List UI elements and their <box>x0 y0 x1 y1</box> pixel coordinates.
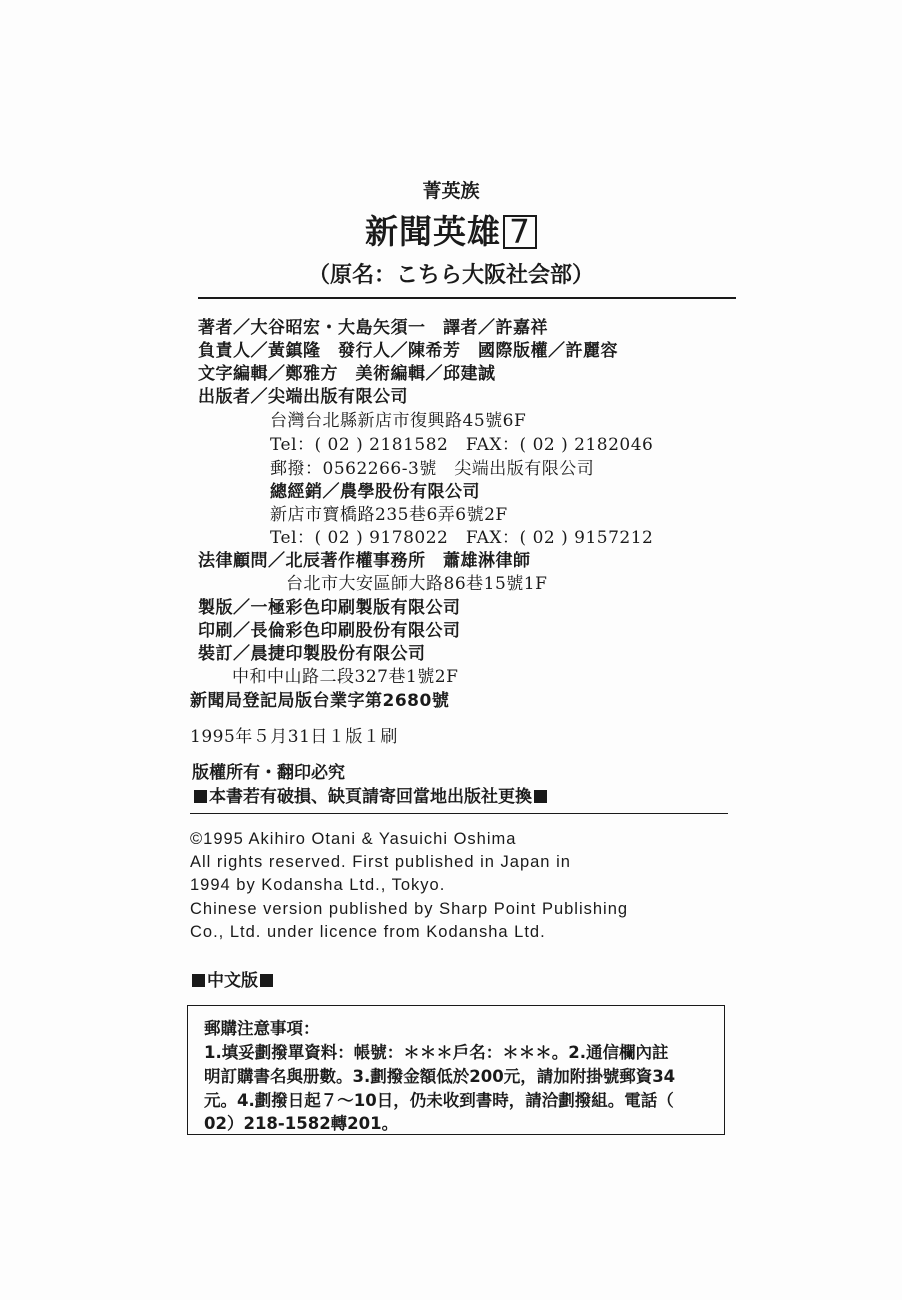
divider-top <box>198 297 736 299</box>
volume-number: 7 <box>503 215 537 249</box>
square-bullet-icon <box>534 790 547 803</box>
credit-management: 負責人／黃鎮隆 發行人／陳希芳 國際版權／許麗容 <box>198 341 618 361</box>
notice-line: 02）218-1582轉201。 <box>204 1114 399 1133</box>
square-bullet-icon <box>192 974 205 987</box>
copyright-line: ©1995 Akihiro Otani & Yasuichi Oshima <box>190 830 517 848</box>
legal-address: 台北市大安區師大路86巷15號1F <box>286 574 548 594</box>
publisher-tel: Tel：( 02 ) 2181582 FAX：( 02 ) 2182046 <box>270 435 654 455</box>
credit-publisher: 出版者／尖端出版有限公司 <box>198 387 408 407</box>
original-title: （原名：こちら大阪社会部） <box>307 263 594 288</box>
binding-address: 中和中山路二段327巷1號2F <box>232 667 459 687</box>
book-title-text: 新聞英雄 <box>365 212 501 251</box>
notice-line: 元。4.劃撥日起７～10日，仍未收到書時，請洽劃撥組。電話（ <box>204 1091 674 1110</box>
book-title <box>0 206 902 253</box>
credit-legal: 法律顧問／北辰著作權事務所 蕭雄淋律師 <box>198 551 531 571</box>
credit-printing: 印刷／長倫彩色印刷股份有限公司 <box>198 621 461 641</box>
registration-number: 新聞局登記局版台業字第2680號 <box>190 691 450 711</box>
publication-line: 1994 by Kodansha Ltd., Tokyo. <box>190 876 446 894</box>
chinese-edition-label <box>190 966 275 991</box>
chinese-version-line: Chinese version published by Sharp Point Publishing <box>190 900 629 918</box>
credit-binding: 裝訂／晨捷印製股份有限公司 <box>198 644 426 664</box>
exchange-notice <box>192 782 549 807</box>
square-bullet-icon <box>194 790 207 803</box>
rights-reserved: 版權所有・翻印必究 <box>192 763 345 783</box>
publisher-address: 台灣台北縣新店市復興路45號6F <box>270 411 527 431</box>
credit-authors: 著者／大谷昭宏・大島矢須一 譯者／許嘉祥 <box>198 318 548 338</box>
licence-line: Co., Ltd. under licence from Kodansha Ltd. <box>190 923 546 941</box>
series-name: 菁英族 <box>422 180 480 202</box>
credit-editors: 文字編輯／鄭雅方 美術編輯／邱建誠 <box>198 364 496 384</box>
chinese-edition-text: 中文版 <box>207 971 258 991</box>
credit-plate: 製版／一極彩色印刷製版有限公司 <box>198 598 461 618</box>
rights-line: All rights reserved. First published in Japan in <box>190 853 571 871</box>
edition-date: 1995年５月31日１版１刷 <box>190 727 398 747</box>
credit-distributor: 總經銷／農學股份有限公司 <box>270 482 480 502</box>
distributor-tel: Tel：( 02 ) 9178022 FAX：( 02 ) 9157212 <box>270 528 654 548</box>
divider-bottom <box>190 813 728 814</box>
notice-line: 明訂購書名與册數。3.劃撥金額低於200元，請加附掛號郵資34 <box>204 1067 676 1086</box>
distributor-address: 新店市寶橋路235巷6弄6號2F <box>270 505 508 525</box>
notice-heading: 郵購注意事項： <box>204 1019 320 1038</box>
postal-account: 郵撥：0562266-3號 尖端出版有限公司 <box>270 459 595 479</box>
notice-line: 1.填妥劃撥單資料：帳號：＊＊＊戶名：＊＊＊。2.通信欄內註 <box>204 1043 669 1062</box>
exchange-notice-text: 本書若有破損、缺頁請寄回當地出版社更換 <box>209 787 532 807</box>
square-bullet-icon <box>260 974 273 987</box>
mail-order-notice-box <box>187 1005 725 1135</box>
